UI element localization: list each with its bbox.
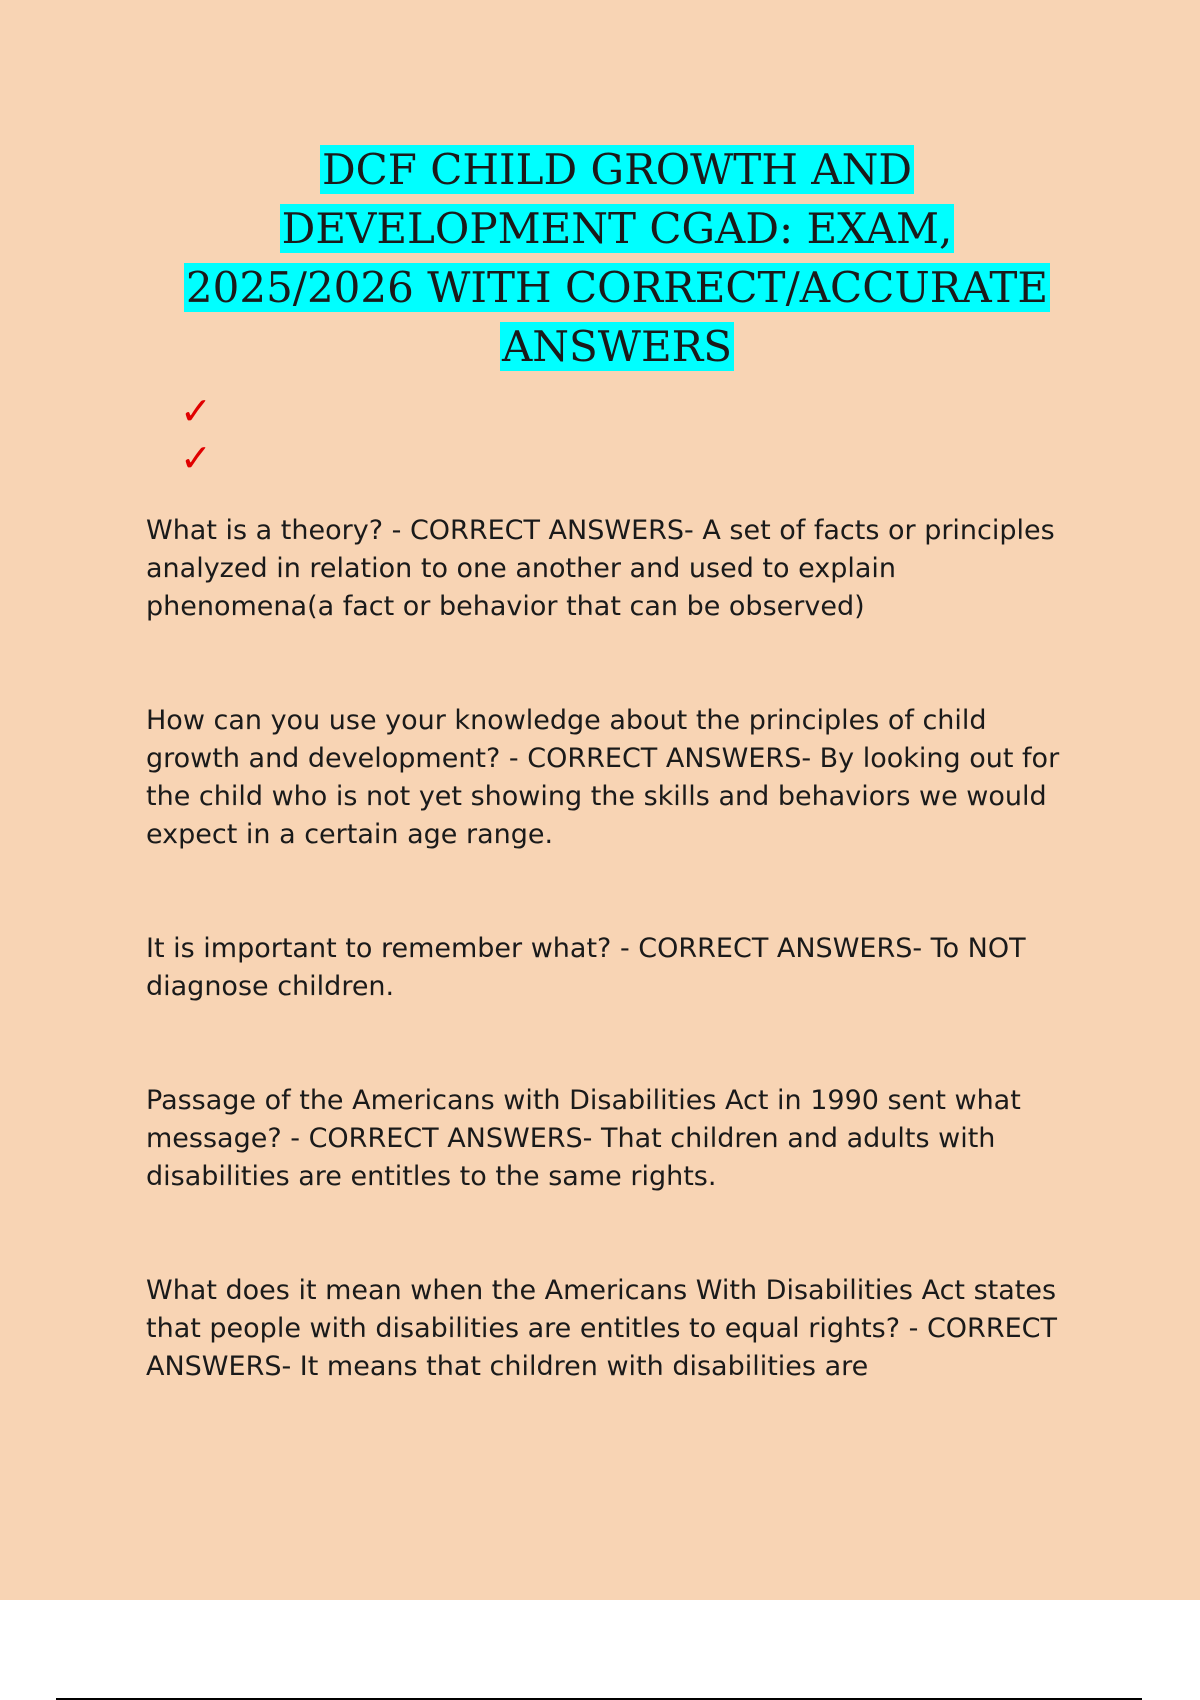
check-mark-icon: ✓: [180, 389, 212, 433]
qa-item-ada-equal-rights: What does it mean when the Americans With Disabilities Act states that people with disabilities are entitles to equal rights? - CORRECT ANSWERS- It means that children with disabilities are: [146, 1275, 1057, 1382]
qa-item-ada-message: Passage of the Americans with Disabilities Act in 1990 sent what message? - CORRECT ANSWERS- That children and adults with disabilities are entitles to the same rights.: [146, 1085, 1021, 1192]
title-line-4: ANSWERS: [501, 322, 733, 371]
title-line-1: DCF CHILD GROWTH AND: [321, 145, 913, 194]
check-marks: [180, 388, 240, 482]
document-title: [100, 140, 1134, 376]
qa-list: [146, 512, 1086, 1386]
title-line-3: 2025/2026 WITH CORRECT/ACCURATE: [185, 263, 1049, 312]
qa-item-remember: It is important to remember what? - CORRECT ANSWERS- To NOT diagnose children.: [146, 933, 1026, 1002]
check-mark-icon: ✓: [180, 436, 212, 480]
qa-item-knowledge-use: How can you use your knowledge about the principles of child growth and development? - CORRECT ANSWERS- By looking out for the child who is not yet showing the skills and behaviors we would expect in a certain age range.: [146, 705, 1060, 850]
qa-item-theory: What is a theory? - CORRECT ANSWERS- A set of facts or principles analyzed in relation to one another and used to explain phenomena(a fact or behavior that can be observed): [146, 515, 1055, 622]
title-line-2: DEVELOPMENT CGAD: EXAM,: [281, 204, 953, 253]
